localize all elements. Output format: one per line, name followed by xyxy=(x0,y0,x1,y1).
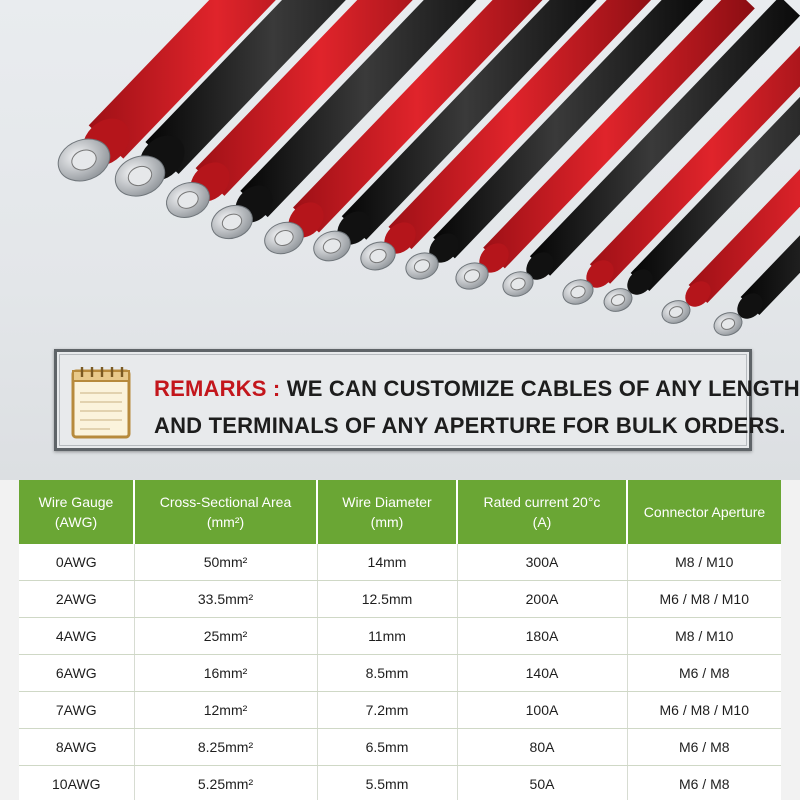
remarks-label: REMARKS : xyxy=(154,376,281,401)
table-row xyxy=(19,729,781,766)
cell-current: 80A xyxy=(457,729,627,766)
cell-current: 300A xyxy=(457,544,627,581)
cell-area: 12mm² xyxy=(134,692,317,729)
cell-aperture: M6 / M8 / M10 xyxy=(627,581,781,618)
cell-area: 8.25mm² xyxy=(134,729,317,766)
cell-aperture: M6 / M8 xyxy=(627,655,781,692)
table-row xyxy=(19,692,781,729)
cell-aperture: M8 / M10 xyxy=(627,544,781,581)
header-wire-diameter: Wire Diameter (mm) xyxy=(317,480,457,544)
spec-table xyxy=(19,480,781,800)
spec-table-container xyxy=(19,480,781,800)
header-connector-aperture: Connector Aperture xyxy=(627,480,781,544)
cell-area: 33.5mm² xyxy=(134,581,317,618)
cell-diameter: 12.5mm xyxy=(317,581,457,618)
cell-current: 180A xyxy=(457,618,627,655)
cell-area: 5.25mm² xyxy=(134,766,317,800)
cell-gauge: 10AWG xyxy=(19,766,134,800)
cell-gauge: 8AWG xyxy=(19,729,134,766)
header-wire-gauge: Wire Gauge (AWG) xyxy=(19,480,134,544)
table-header-row xyxy=(19,480,781,544)
remarks-text-1: WE CAN CUSTOMIZE CABLES OF ANY LENGTH xyxy=(286,376,800,401)
cell-current: 200A xyxy=(457,581,627,618)
cell-diameter: 8.5mm xyxy=(317,655,457,692)
cell-gauge: 2AWG xyxy=(19,581,134,618)
cell-diameter: 14mm xyxy=(317,544,457,581)
header-rated-current: Rated current 20°c (A) xyxy=(457,480,627,544)
cell-gauge: 4AWG xyxy=(19,618,134,655)
cell-aperture: M6 / M8 xyxy=(627,729,781,766)
cell-diameter: 5.5mm xyxy=(317,766,457,800)
table-row xyxy=(19,766,781,800)
cell-gauge: 0AWG xyxy=(19,544,134,581)
table-row xyxy=(19,618,781,655)
remarks-line-2: AND TERMINALS OF ANY APERTURE FOR BULK ORDERS. xyxy=(154,413,786,438)
notepad-icon xyxy=(70,365,132,439)
cell-area: 25mm² xyxy=(134,618,317,655)
table-row xyxy=(19,544,781,581)
remarks-line-1 xyxy=(154,376,800,402)
cell-area: 16mm² xyxy=(134,655,317,692)
cell-gauge: 6AWG xyxy=(19,655,134,692)
cell-current: 100A xyxy=(457,692,627,729)
cell-diameter: 6.5mm xyxy=(317,729,457,766)
table-row xyxy=(19,581,781,618)
cell-aperture: M6 / M8 xyxy=(678,776,730,792)
table-row xyxy=(19,655,781,692)
cell-current: 140A xyxy=(457,655,627,692)
cell-aperture: M6 / M8 / M10 xyxy=(627,692,781,729)
cell-diameter: 11mm xyxy=(317,618,457,655)
cell-area: 50mm² xyxy=(134,544,317,581)
cell-current: 50A xyxy=(457,766,627,800)
header-cross-sectional-area: Cross-Sectional Area (mm²) xyxy=(134,480,317,544)
cell-diameter: 7.2mm xyxy=(317,692,457,729)
remarks-banner xyxy=(54,349,800,451)
cell-aperture: M8 / M10 xyxy=(627,618,781,655)
cell-gauge: 7AWG xyxy=(19,692,134,729)
